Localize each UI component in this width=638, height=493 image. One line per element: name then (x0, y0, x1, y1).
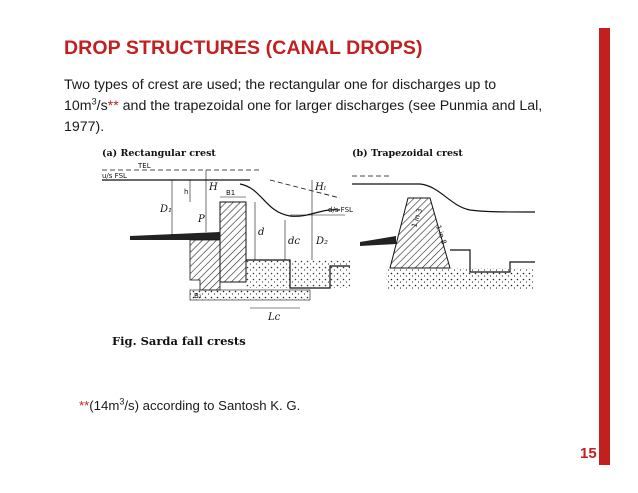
b1-label: B1 (226, 189, 236, 197)
ds-floor-b (386, 268, 534, 290)
ds-fsl-label: d/s FSL (328, 206, 353, 214)
water-surface-b (352, 184, 535, 212)
accent-bar (599, 28, 610, 465)
lc-label: Lᴄ (268, 312, 281, 323)
d1-label: D₁ (160, 204, 173, 215)
footnote-marker: ** (107, 98, 119, 114)
footnote-asterisks: ** (79, 398, 90, 413)
us-steps (190, 240, 220, 290)
tel-drop-line (270, 180, 340, 198)
p-label: P (198, 214, 205, 225)
page-number: 15 (580, 445, 597, 462)
paragraph-line1: Two types of crest are used; the rectangular one for discharges up to (64, 77, 497, 93)
cistern-floor (246, 260, 350, 288)
hl-label: Hₗ (315, 182, 327, 193)
footnote: $**(14m^3/s)$ according to Santosh K. G. (79, 396, 301, 413)
slide-title: DROP STRUCTURES (CANAL DROPS) (64, 37, 423, 59)
b1-bottom-label: B₁ (194, 292, 202, 300)
panel-b-title: (b) Trapezoidal crest (352, 148, 463, 159)
d-label: d (258, 227, 265, 238)
figure-caption: Fig. Sarda fall crests (112, 334, 246, 348)
slope1-label: 1 in 3 (410, 207, 425, 229)
us-floor-b (360, 236, 396, 246)
ds-floor-base (190, 290, 310, 300)
slope2-label: 1 in 8 (434, 224, 448, 246)
paragraph-rest: and the trapezoidal one for larger discharges (see Punmia and Lal, 1977). (64, 98, 543, 135)
h-small-label: h (184, 188, 189, 196)
d2-label: D₂ (316, 236, 329, 247)
body-paragraph (64, 75, 584, 138)
tel-label: TEL (138, 162, 151, 170)
H-label: H (209, 182, 218, 193)
rectangular-crest (220, 202, 246, 282)
discharge-value: $10m^3/s$ (64, 96, 108, 114)
sarda-fall-figure (90, 140, 545, 360)
dc-label: dᴄ (288, 236, 301, 247)
panel-a-title: (a) Rectangular crest (102, 148, 216, 159)
us-floor (130, 232, 220, 240)
us-fsl-label: u/s FSL (102, 172, 127, 180)
